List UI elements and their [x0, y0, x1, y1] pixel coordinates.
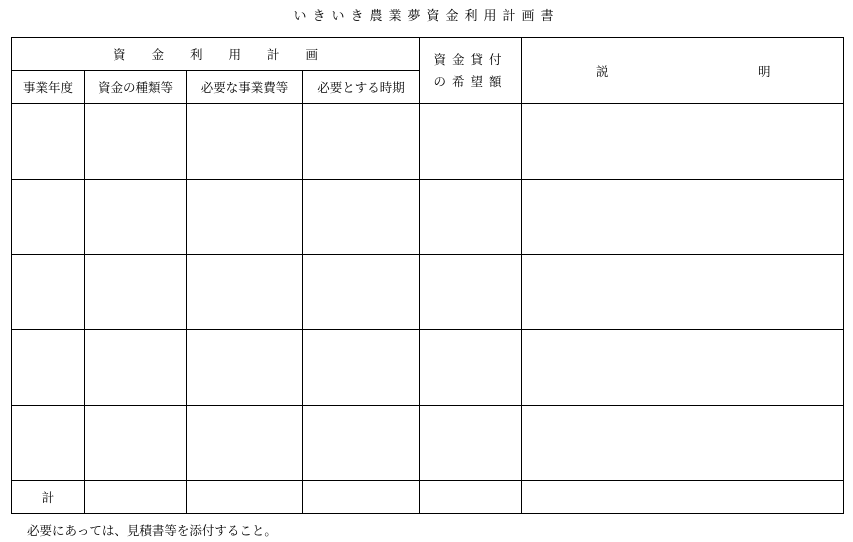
- cell-fund-type[interactable]: [85, 104, 187, 179]
- header-required-timing: 必要とする時期: [303, 71, 420, 104]
- total-fund-type[interactable]: [85, 480, 187, 513]
- header-loan-line1: 資金貸付: [433, 51, 508, 67]
- cell-fund-type[interactable]: [85, 179, 187, 254]
- cell-fund-type[interactable]: [85, 330, 187, 405]
- cell-explanation[interactable]: [522, 330, 844, 405]
- footnote: 必要にあっては、見積書等を添付すること。: [27, 523, 277, 538]
- cell-fiscal-year[interactable]: [12, 179, 85, 254]
- header-explanation-part1: 説: [596, 63, 609, 79]
- table-row: [12, 254, 844, 329]
- header-loan-amount: [420, 38, 522, 104]
- cell-loan-amount[interactable]: [420, 405, 522, 480]
- cell-required-timing[interactable]: [303, 104, 420, 179]
- cell-required-timing[interactable]: [303, 254, 420, 329]
- cell-loan-amount[interactable]: [420, 254, 522, 329]
- header-fund-type: 資金の種類等: [85, 71, 187, 104]
- cell-required-timing[interactable]: [303, 330, 420, 405]
- total-row: [12, 480, 844, 513]
- cell-explanation[interactable]: [522, 179, 844, 254]
- fund-plan-table: [11, 37, 844, 514]
- table-row: [12, 405, 844, 480]
- header-loan-line2: の希望額: [433, 73, 508, 89]
- cell-loan-amount[interactable]: [420, 104, 522, 179]
- table-row: [12, 179, 844, 254]
- cell-fiscal-year[interactable]: [12, 254, 85, 329]
- cell-required-timing[interactable]: [303, 405, 420, 480]
- header-row-1: [12, 38, 844, 71]
- cell-explanation[interactable]: [522, 104, 844, 179]
- cell-required-cost[interactable]: [187, 104, 303, 179]
- cell-required-cost[interactable]: [187, 179, 303, 254]
- header-required-cost: 必要な事業費等: [187, 71, 303, 104]
- cell-explanation[interactable]: [522, 254, 844, 329]
- cell-fiscal-year[interactable]: [12, 330, 85, 405]
- header-explanation: [522, 38, 844, 104]
- total-required-cost[interactable]: [187, 480, 303, 513]
- total-label: 計: [12, 480, 85, 513]
- cell-required-cost[interactable]: [187, 330, 303, 405]
- cell-fiscal-year[interactable]: [12, 405, 85, 480]
- total-loan-amount[interactable]: [420, 480, 522, 513]
- total-required-timing[interactable]: [303, 480, 420, 513]
- cell-loan-amount[interactable]: [420, 330, 522, 405]
- total-explanation[interactable]: [522, 480, 844, 513]
- header-fiscal-year: 事業年度: [12, 71, 85, 104]
- group-header-fund-plan: 資金利用計画: [12, 38, 420, 71]
- cell-fund-type[interactable]: [85, 405, 187, 480]
- document-title: いきいき農業夢資金利用計画書: [293, 9, 560, 24]
- cell-fund-type[interactable]: [85, 254, 187, 329]
- cell-explanation[interactable]: [522, 405, 844, 480]
- header-explanation-part2: 明: [758, 63, 771, 79]
- cell-loan-amount[interactable]: [420, 179, 522, 254]
- table-row: [12, 330, 844, 405]
- cell-fiscal-year[interactable]: [12, 104, 85, 179]
- table-row: [12, 104, 844, 179]
- cell-required-cost[interactable]: [187, 254, 303, 329]
- cell-required-timing[interactable]: [303, 179, 420, 254]
- cell-required-cost[interactable]: [187, 405, 303, 480]
